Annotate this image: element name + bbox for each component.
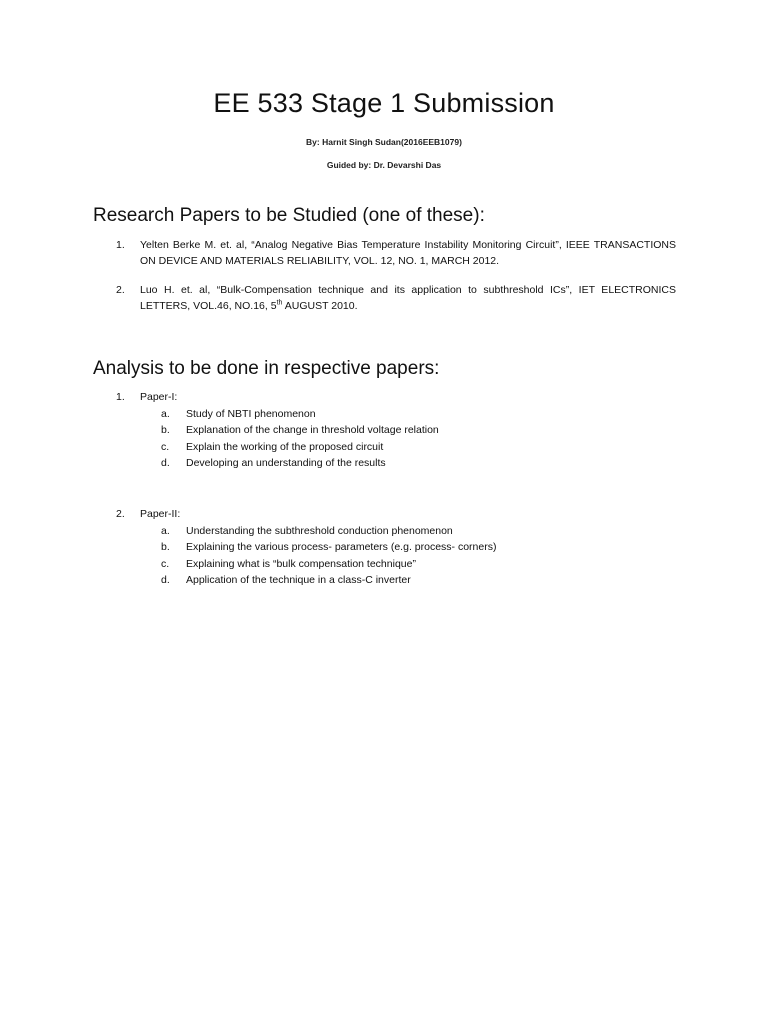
list-item-text: Explanation of the change in threshold voltage relation xyxy=(186,424,439,436)
reference-text xyxy=(140,282,676,314)
list-letter: d. xyxy=(161,574,170,586)
reference-text-end: AUGUST 2010. xyxy=(282,300,358,312)
list-item-text: Explaining what is “bulk compensation technique” xyxy=(186,557,416,570)
list-item-text: Understanding the subthreshold conduction phenomenon xyxy=(186,524,453,537)
list-letter: c. xyxy=(161,440,170,453)
section-heading-research-papers: Research Papers to be Studied (one of these): xyxy=(93,205,485,226)
list-number: 2. xyxy=(116,508,125,520)
paper-label: Paper-II: xyxy=(140,508,181,520)
document-title: EE 533 Stage 1 Submission xyxy=(213,88,555,118)
list-number: 1. xyxy=(116,391,125,403)
reference-item xyxy=(116,282,676,314)
author-line: By: Harnit Singh Sudan(2016EEB1079) xyxy=(306,137,462,147)
list-letter: b. xyxy=(161,424,170,436)
list-item-text: Application of the technique in a class-C inverter xyxy=(186,574,411,586)
section-heading-analysis: Analysis to be done in respective papers: xyxy=(93,358,440,379)
ordinal-superscript: th xyxy=(276,299,283,307)
list-letter: c. xyxy=(161,557,170,570)
list-item-text: Explaining the various process- parameters (e.g. process- corners) xyxy=(186,541,497,553)
reference-item xyxy=(116,237,676,269)
guide-line: Guided by: Dr. Devarshi Das xyxy=(326,160,442,170)
list-letter: a. xyxy=(161,524,170,537)
list-item-text: Explain the working of the proposed circuit xyxy=(186,440,384,453)
paper-label: Paper-I: xyxy=(140,391,178,403)
list-letter: d. xyxy=(161,457,170,469)
list-item-text: Developing an understanding of the results xyxy=(186,457,386,469)
reference-number: 2. xyxy=(116,284,125,296)
list-letter: a. xyxy=(161,407,170,420)
reference-text-main: Luo H. et. al, “Bulk-Compensation technique and its application to subthreshold ICs”, IET ELECTRONICS LETTERS, VOL.46, NO.16, 5 xyxy=(140,284,676,312)
reference-number: 1. xyxy=(116,239,125,251)
list-item-text: Study of NBTI phenomenon xyxy=(186,407,316,420)
list-letter: b. xyxy=(161,541,170,553)
reference-text: Yelten Berke M. et. al, “Analog Negative Bias Temperature Instability Monitoring Circuit”, IEEE TRANSACTIONS ON DEVICE AND MATERIALS RELIABILITY, VOL. 12, NO. 1, MARCH 2012. xyxy=(140,239,676,267)
